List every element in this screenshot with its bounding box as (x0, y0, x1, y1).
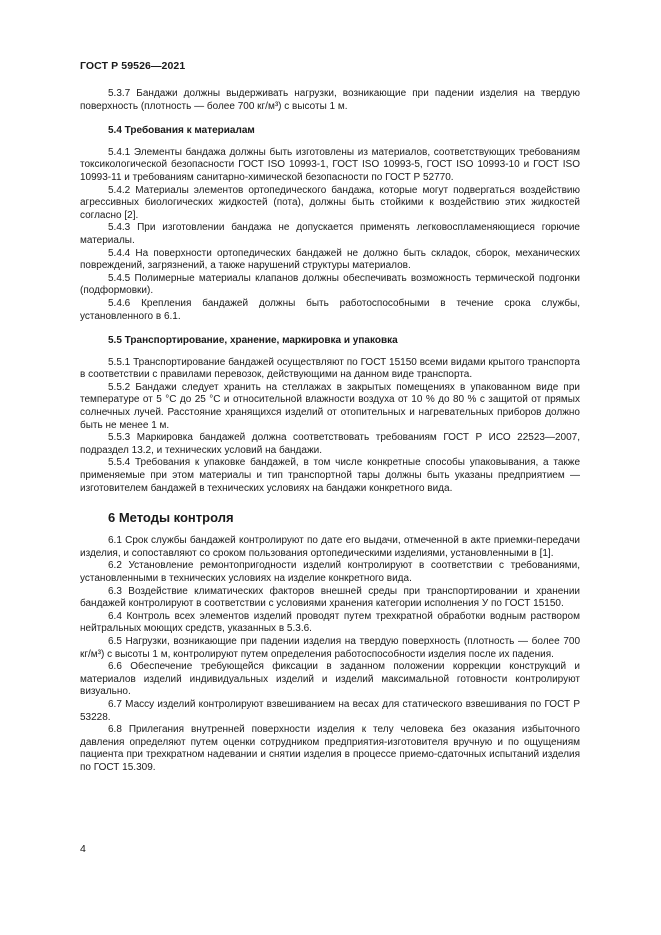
clause-6-5: 6.5 Нагрузки, возникающие при падении изделия на твердую поверхность (плотность — более 700 кг/м³) с высоты 1 м, контролируют путем определения работоспособности изделия после их падения. (80, 635, 580, 660)
clause-5-3-7: 5.3.7 Бандажи должны выдерживать нагрузки, возникающие при падении изделия на твердую поверхность (плотность — более 700 кг/м³) с высоты 1 м. (80, 88, 580, 112)
clause-6-3: 6.3 Воздействие климатических факторов внешней среды при транспортировании и хранении бандажей контролируют в соответствии с условиями хранения категории исполнения У по ГОСТ 15150. (80, 585, 580, 610)
clause-5-5-3: 5.5.3 Маркировка бандажей должна соответствовать требованиям ГОСТ Р ИСО 22523—2007, подраздел 13.2, и технических условий на бандажи. (80, 432, 580, 456)
clause-6-7: 6.7 Массу изделий контролируют взвешиванием на весах для статического взвешивания по ГОСТ Р 53228. (80, 698, 580, 723)
clause-5-4-5: 5.4.5 Полимерные материалы клапанов должны обеспечивать возможность термической подгонки (подформовки). (80, 272, 580, 297)
clause-6-1: 6.1 Срок службы бандажей контролируют по дате его выдачи, отмеченной в акте приемки-передачи изделия, и сопоставляют со сроком пользования ортопедическими изделиями, установленными в [1]. (80, 535, 580, 559)
section-heading-6: 6 Методы контроля (108, 510, 234, 526)
page-number: 4 (80, 843, 86, 855)
subsection-heading-5-5: 5.5 Транспортирование, хранение, маркировка и упаковка (108, 335, 398, 347)
clause-5-5-4: 5.5.4 Требования к упаковке бандажей, в том числе конкретные способы упаковывания, а также применяемые при этом материалы и тип транспортной тары должны быть указаны предприятием — изготовителем бандажей в технических условиях на бандажи конкретного вида. (80, 457, 580, 494)
clause-6-4: 6.4 Контроль всех элементов изделий проводят путем трехкратной обработки водным раствором нейтральных моющих средств, указанных в 5.3.6. (80, 610, 580, 635)
clause-5-4-6: 5.4.6 Крепления бандажей должны быть работоспособными в течение срока службы, установленного в 6.1. (80, 297, 580, 322)
clause-5-5-2: 5.5.2 Бандажи следует хранить на стеллажах в закрытых помещениях в упакованном виде при температуре от 5 °С до 25 °С и относительной влажности воздуха от 10 % до 80 % с защитой от прямых солнечных лучей. Расстояние хранящихся изделий от отопительных и нагревательных приборов должно быть не менее 1 м. (80, 381, 580, 431)
clause-5-4-1: 5.4.1 Элементы бандажа должны быть изготовлены из материалов, соответствующих требованиям токсикологической безопасности ГОСТ ISO 10993-1, ГОСТ ISO 10993-5, ГОСТ ISO 10993-10 и ГОСТ ISO 10993-11 и требованиям санитарно-химической безопасности по ГОСТ Р 52770. (80, 146, 580, 183)
page-body (80, 88, 580, 775)
clause-5-4-2: 5.4.2 Материалы элементов ортопедического бандажа, которые могут подвергаться воздействию агрессивных биологических жидкостей (пота), должны быть стойкими к воздействию этих жидкостей согласно [2]. (80, 184, 580, 221)
clause-5-4-4: 5.4.4 На поверхности ортопедических бандажей не должно быть складок, сборок, механических повреждений, загрязнений, а также нарушений структуры материалов. (80, 247, 580, 272)
clause-6-2: 6.2 Установление ремонтопригодности изделий контролируют в соответствии с требованиями, установленными в технических условиях на изделие конкретного вида. (80, 560, 580, 584)
clause-6-6: 6.6 Обеспечение требующейся фиксации в заданном положении коррекции конструкций и материалов изделий индивидуальных изделий и изделий максимальной готовности контролируют визуально. (80, 661, 580, 698)
clause-6-8: 6.8 Прилегания внутренней поверхности изделия к телу человека без оказания избыточного давления определяют путем оценки сотрудником предприятия-изготовителя вручную и по ощущениям пациента при трехкратном надевании и снятии изделия в процессе приемо-сдаточных испытаний изделия по ГОСТ 15.309. (80, 724, 580, 773)
standard-designation: ГОСТ Р 59526—2021 (80, 60, 186, 72)
clause-5-4-3: 5.4.3 При изготовлении бандажа не допускается применять легковоспламеняющиеся горючие материалы. (80, 222, 580, 246)
subsection-heading-5-4: 5.4 Требования к материалам (108, 125, 255, 137)
clause-5-5-1: 5.5.1 Транспортирование бандажей осуществляют по ГОСТ 15150 всеми видами крытого транспорта в соответствии с правилами перевозок, действующими на данном виде транспорта. (80, 356, 580, 381)
